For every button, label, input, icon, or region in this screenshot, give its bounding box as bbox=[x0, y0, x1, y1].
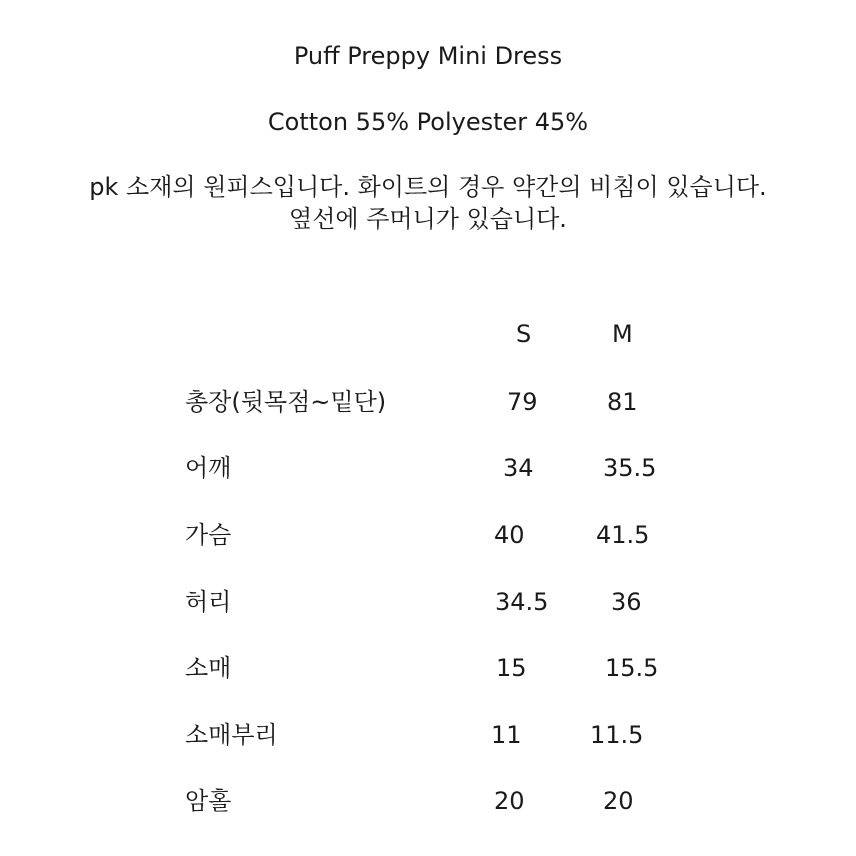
cell-waist-s: 34.5 bbox=[495, 588, 549, 616]
product-description-line-1: pk 소재의 원피스입니다. 화이트의 경우 약간의 비침이 있습니다. bbox=[89, 173, 767, 201]
cell-cuff-m: 11.5 bbox=[590, 721, 644, 749]
cell-shoulder-s: 34 bbox=[503, 454, 534, 482]
row-label-chest: 가슴 bbox=[185, 521, 232, 549]
cell-armhole-s: 20 bbox=[494, 787, 525, 815]
cell-waist-m: 36 bbox=[611, 588, 642, 616]
cell-total-length-m: 81 bbox=[607, 388, 638, 416]
cell-chest-m: 41.5 bbox=[596, 521, 650, 549]
cell-chest-s: 40 bbox=[494, 521, 525, 549]
row-label-armhole: 암홀 bbox=[185, 787, 232, 815]
row-label-waist: 허리 bbox=[185, 588, 232, 616]
size-header-m: M bbox=[612, 320, 633, 348]
cell-total-length-s: 79 bbox=[507, 388, 538, 416]
cell-sleeve-m: 15.5 bbox=[605, 654, 659, 682]
product-material: Cotton 55% Polyester 45% bbox=[267, 108, 589, 136]
size-header-s: S bbox=[516, 320, 532, 348]
row-label-sleeve: 소매 bbox=[185, 654, 232, 682]
row-label-total-length: 총장(뒷목점~밑단) bbox=[185, 388, 387, 416]
product-description-line-2: 옆선에 주머니가 있습니다. bbox=[289, 205, 567, 233]
cell-shoulder-m: 35.5 bbox=[603, 454, 657, 482]
product-name: Puff Preppy Mini Dress bbox=[293, 42, 563, 70]
row-label-shoulder: 어깨 bbox=[185, 454, 232, 482]
row-label-cuff: 소매부리 bbox=[185, 721, 278, 749]
cell-cuff-s: 11 bbox=[491, 721, 522, 749]
cell-sleeve-s: 15 bbox=[496, 654, 527, 682]
cell-armhole-m: 20 bbox=[603, 787, 634, 815]
